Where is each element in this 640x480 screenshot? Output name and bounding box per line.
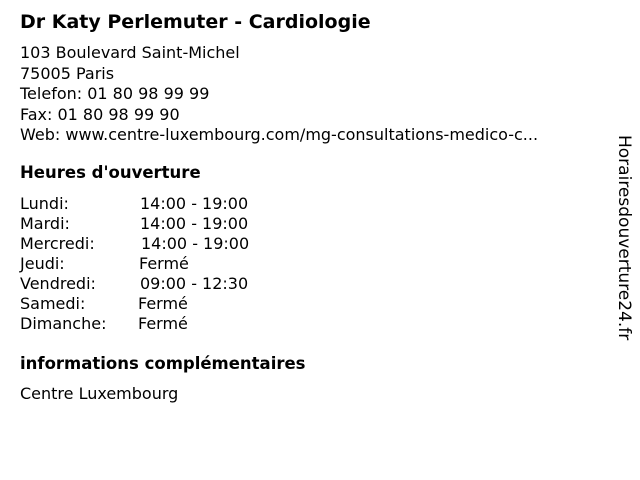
site-watermark-text: Horairesdouverture24.fr [614,135,634,341]
day-hours: Fermé [138,294,188,313]
day-label: Mercredi: [20,234,95,253]
additional-info-text: Centre Luxembourg [20,384,179,403]
additional-info-heading: informations complémentaires [20,354,306,373]
day-label: Lundi: [20,194,69,213]
phone-number[interactable]: Telefon: 01 80 98 99 99 [20,84,210,103]
day-label: Mardi: [20,214,70,233]
page-title: Dr Katy Perlemuter - Cardiologie [20,11,371,33]
opening-hours-heading: Heures d'ouverture [20,163,201,182]
address-city: 75005 Paris [20,63,115,83]
day-label: Samedi: [20,294,86,313]
day-hours: Fermé [139,254,189,273]
day-hours: Fermé [138,314,188,333]
day-hours: 14:00 - 19:00 [140,194,249,213]
day-hours: 14:00 - 19:00 [141,234,250,253]
website-link[interactable]: Web: www.centre-luxembourg.com/mg-consultations-medico-c... [20,125,539,144]
day-label: Vendredi: [20,274,96,293]
fax-number: Fax: 01 80 98 99 90 [20,104,180,124]
site-watermark [612,135,636,375]
day-label: Jeudi: [20,254,65,273]
day-label: Dimanche: [20,314,107,333]
day-hours: 14:00 - 19:00 [140,214,249,233]
day-hours: 09:00 - 12:30 [140,274,249,293]
address-street: 103 Boulevard Saint-Michel [20,43,240,62]
contact-block [20,43,538,146]
additional-info-text-block [20,384,178,405]
